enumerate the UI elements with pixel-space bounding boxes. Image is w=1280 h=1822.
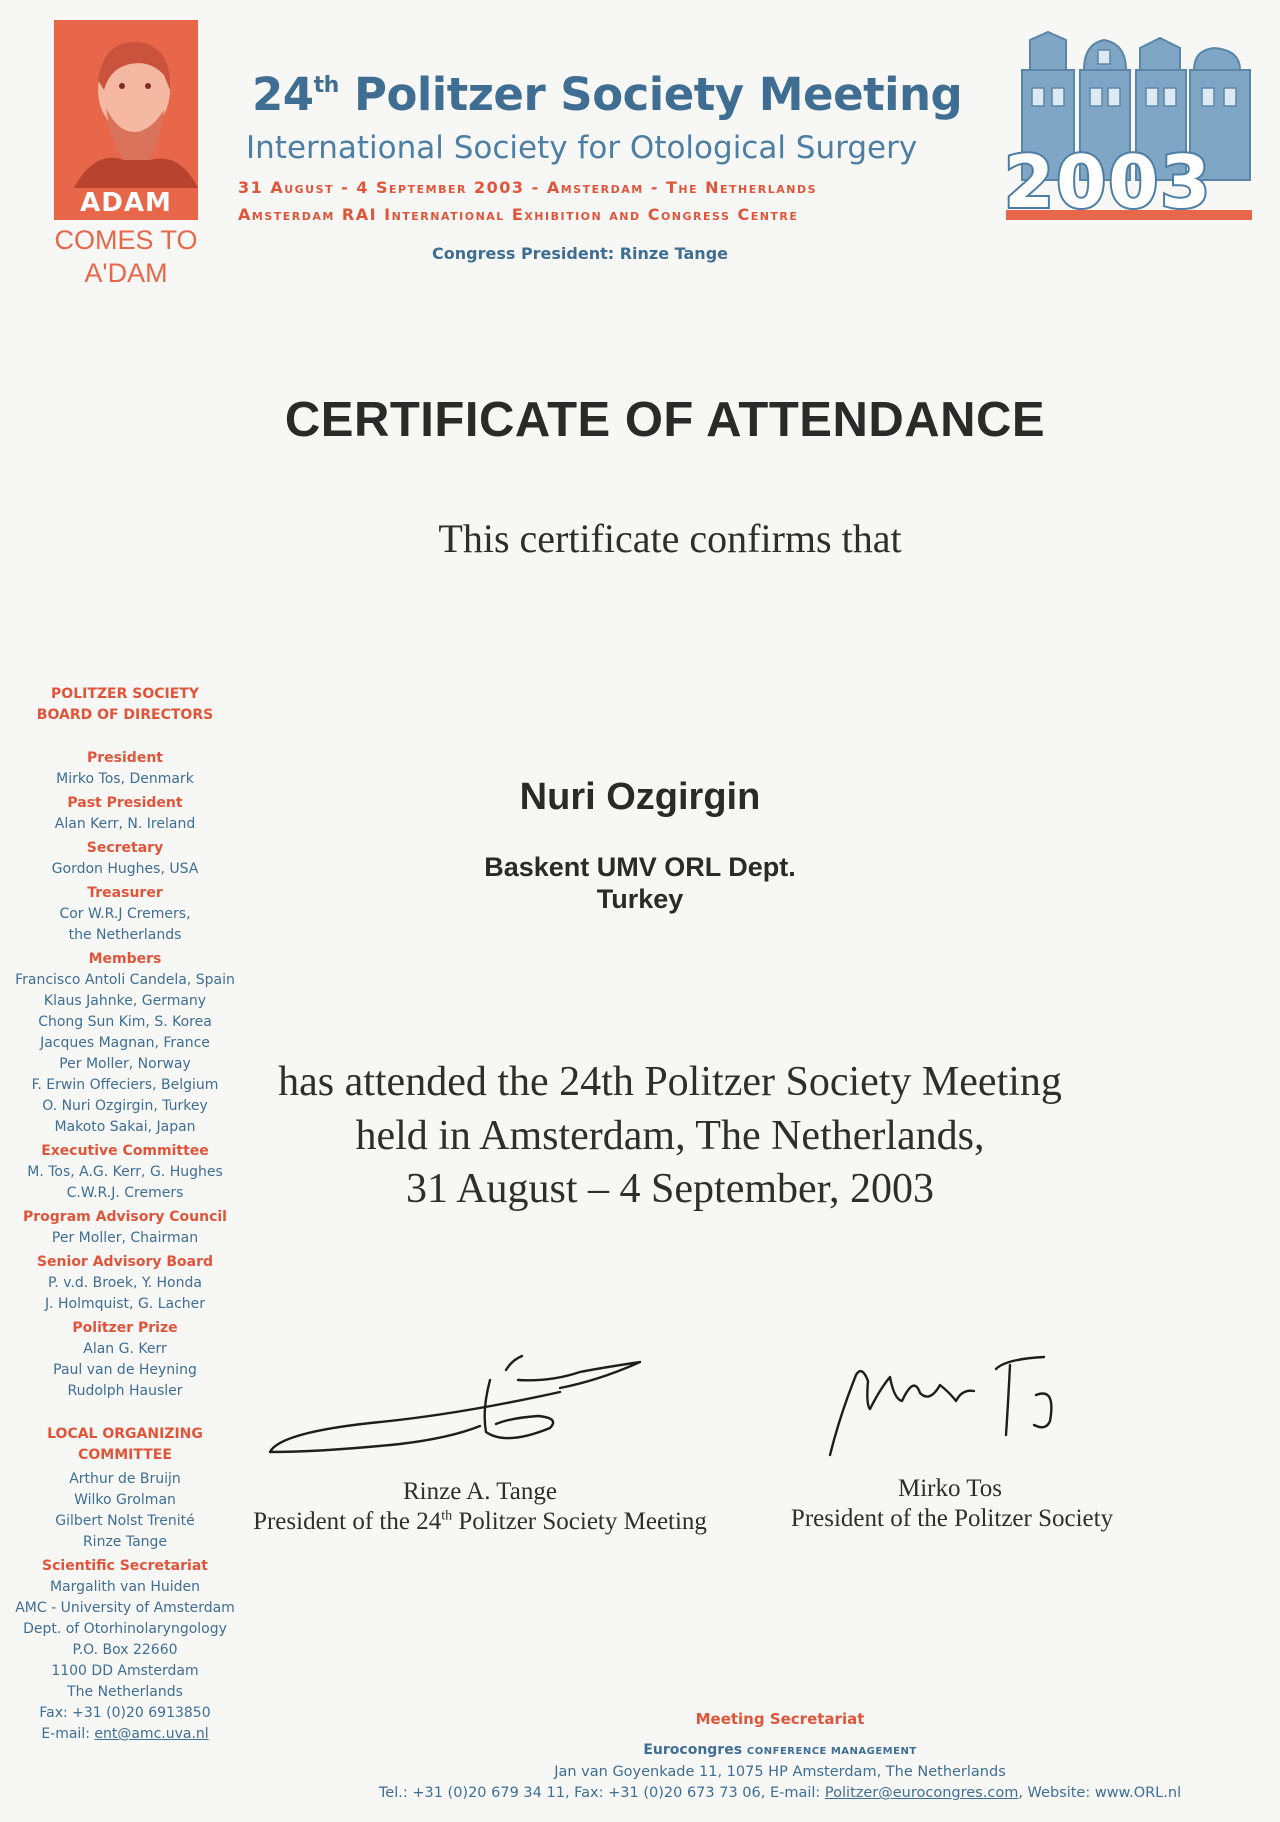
meeting-number-suffix: th — [313, 73, 339, 98]
attendance-statement-line-2: held in Amsterdam, The Netherlands, — [355, 1113, 985, 1159]
email-label: E-mail: — [41, 1726, 95, 1742]
president-label: President — [87, 750, 163, 766]
board-heading-1: POLITZER SOCIETY — [51, 686, 199, 702]
members-label: Members — [88, 951, 162, 967]
signer-2-name: Mirko Tos — [897, 1475, 1003, 1502]
meeting-venue: Amsterdam RAI International Exhibition and Congress Centre — [238, 205, 799, 224]
adam-logo — [54, 20, 198, 288]
meeting-title — [252, 68, 1012, 121]
secretariat-line: P.O. Box 22660 — [72, 1642, 178, 1658]
past-president-name: Alan Kerr, N. Ireland — [54, 816, 196, 832]
secretariat-line: Margalith van Huiden — [49, 1579, 201, 1595]
secretariat-email-line — [0, 1724, 250, 1745]
executive-committee-line-1: M. Tos, A.G. Kerr, G. Hughes — [27, 1164, 223, 1180]
signer-1-role — [200, 1508, 760, 1536]
attendee-affiliation: Baskent UMV ORL Dept. — [484, 852, 796, 882]
amsterdam-houses-logo — [1000, 30, 1260, 230]
signer-1-role-prefix: President of the 24 — [253, 1508, 442, 1535]
congress-president: Congress President: Rinze Tange — [432, 244, 728, 263]
local-member-item: Rinze Tange — [82, 1534, 168, 1550]
local-member-item: Arthur de Bruijn — [69, 1471, 181, 1487]
secretariat-line: Dept. of Otorhinolaryngology — [23, 1621, 227, 1637]
executive-committee-label: Executive Committee — [41, 1143, 209, 1159]
footer-website-link[interactable]: www.ORL.nl — [1094, 1785, 1182, 1801]
member-item: Chong Sun Kim, S. Korea — [38, 1014, 212, 1030]
prize-item: Paul van de Heyning — [53, 1362, 197, 1378]
logo-text-comes-to: COMES TO — [54, 225, 198, 255]
signer-1-role-rest: Politzer Society Meeting — [452, 1508, 707, 1535]
signer-2-role: President of the Politzer Society — [790, 1505, 1114, 1532]
society-name: International Society for Otological Surgery — [246, 130, 918, 166]
meeting-title-text: Politzer Society Meeting — [353, 68, 963, 121]
past-president-label: Past President — [67, 795, 183, 811]
certificate-title: CERTIFICATE OF ATTENDANCE — [284, 393, 1046, 447]
treasurer-line-2: the Netherlands — [68, 927, 182, 943]
president-name: Mirko Tos, Denmark — [56, 771, 194, 787]
local-committee-heading-2: COMMITTEE — [78, 1447, 172, 1463]
footer-company — [340, 1740, 1220, 1762]
certificate-intro: This certificate confirms that — [438, 516, 902, 561]
program-council-line: Per Moller, Chairman — [51, 1230, 199, 1246]
senior-board-label: Senior Advisory Board — [36, 1254, 214, 1270]
member-item: Makoto Sakai, Japan — [54, 1119, 196, 1135]
signer-1-name: Rinze A. Tange — [402, 1478, 557, 1505]
politzer-prize-label: Politzer Prize — [72, 1320, 178, 1336]
logo-text-adam: ADAM — [80, 188, 172, 218]
secretary-label: Secretary — [86, 840, 164, 856]
member-item: Francisco Antoli Candela, Spain — [15, 972, 235, 988]
footer-contact-text: Tel.: +31 (0)20 679 34 11, Fax: +31 (0)20 673 73 06, E-mail: — [378, 1785, 825, 1801]
member-item: Jacques Magnan, France — [40, 1035, 210, 1051]
meeting-number: 24 — [252, 68, 314, 121]
member-item: O. Nuri Ozgirgin, Turkey — [42, 1098, 208, 1114]
board-heading-2: BOARD OF DIRECTORS — [36, 707, 214, 723]
meeting-secretariat-footer — [340, 1710, 1220, 1804]
treasurer-label: Treasurer — [87, 885, 163, 901]
attendee-name: Nuri Ozgirgin — [519, 776, 761, 818]
local-member-item: Wilko Grolman — [74, 1492, 176, 1508]
secretariat-line: AMC - University of Amsterdam — [15, 1600, 235, 1616]
board-of-directors-sidebar — [0, 684, 250, 1745]
secretary-name: Gordon Hughes, USA — [51, 861, 199, 877]
signature-mirko-tos — [810, 1335, 1120, 1465]
local-committee-heading-1: LOCAL ORGANIZING — [47, 1426, 203, 1442]
senior-board-line-1: P. v.d. Broek, Y. Honda — [48, 1275, 202, 1291]
footer-website-label: , Website: — [1018, 1785, 1095, 1801]
secretariat-line: 1100 DD Amsterdam — [51, 1663, 199, 1679]
program-council-label: Program Advisory Council — [23, 1209, 227, 1225]
member-item: Per Moller, Norway — [59, 1056, 191, 1072]
year-2003: 2003 — [1004, 140, 1213, 224]
treasurer-line-1: Cor W.R.J Cremers, — [59, 906, 191, 922]
prize-item: Alan G. Kerr — [83, 1341, 167, 1357]
scientific-secretariat-label: Scientific Secretariat — [42, 1558, 208, 1574]
company-name: Eurocongres — [643, 1742, 743, 1758]
attendee-country: Turkey — [596, 884, 684, 914]
executive-committee-line-2: C.W.R.J. Cremers — [66, 1185, 184, 1201]
attendance-statement-line-3: 31 August – 4 September, 2003 — [406, 1166, 934, 1212]
signer-1-role-suffix: th — [441, 1508, 453, 1524]
meeting-dates: 31 August - 4 September 2003 - Amsterdam - The Netherlands — [238, 178, 818, 197]
secretariat-line: The Netherlands — [67, 1684, 183, 1700]
senior-board-line-2: J. Holmquist, G. Lacher — [44, 1296, 206, 1312]
attendance-statement-line-1: has attended the 24th Politzer Society Meeting — [278, 1059, 1062, 1105]
secretariat-email-link[interactable]: ent@amc.uva.nl — [94, 1726, 209, 1742]
secretariat-fax: Fax: +31 (0)20 6913850 — [39, 1705, 211, 1721]
local-member-item: Gilbert Nolst Trenité — [55, 1513, 195, 1529]
member-item: F. Erwin Offeciers, Belgium — [31, 1077, 219, 1093]
footer-heading: Meeting Secretariat — [695, 1710, 865, 1728]
member-item: Klaus Jahnke, Germany — [43, 993, 207, 1009]
company-subtitle: CONFERENCE MANAGEMENT — [746, 1746, 917, 1757]
footer-address: Jan van Goyenkade 11, 1075 HP Amsterdam, The Netherlands — [554, 1764, 1006, 1780]
logo-text-adam-city: A'DAM — [84, 258, 168, 288]
footer-email-link[interactable]: Politzer@eurocongres.com — [824, 1785, 1019, 1801]
prize-item: Rudolph Hausler — [67, 1383, 183, 1399]
signature-rinze-tange — [260, 1340, 680, 1470]
footer-contact — [340, 1783, 1220, 1804]
